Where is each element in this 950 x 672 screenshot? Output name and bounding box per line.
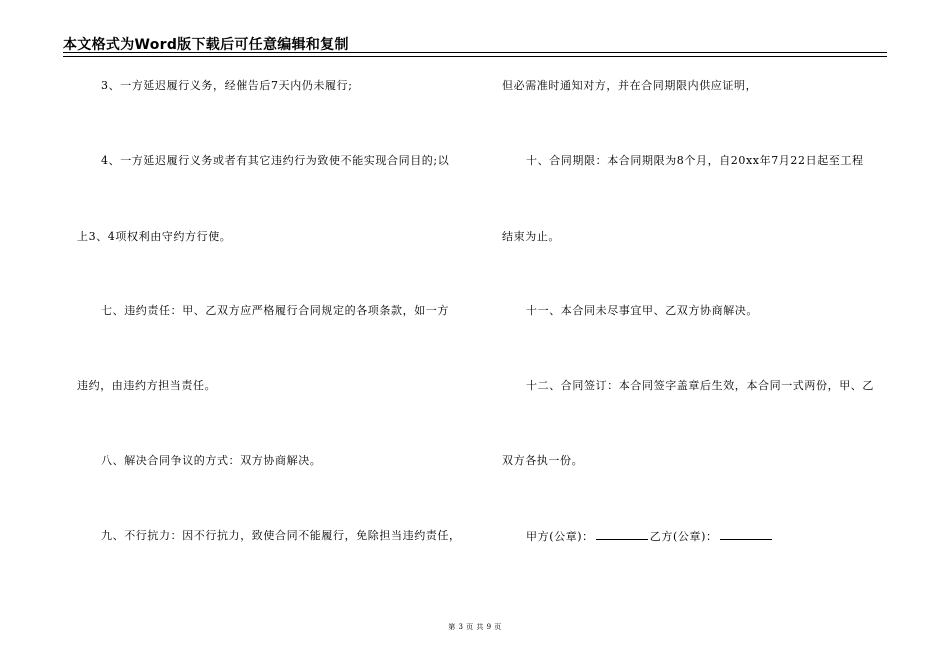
right-line-2: 十、合同期限：本合同期限为8个月，自20xx年7月22日起至工程 bbox=[526, 154, 864, 167]
page-number-footer: 第 3 页 共 9 页 bbox=[448, 623, 502, 631]
signature-line bbox=[526, 529, 774, 544]
left-line-7: 九、不行抗力：因不行抗力，致使合同不能履行，免除担当违约责任， bbox=[101, 529, 461, 542]
left-line-2: 4、一方延迟履行义务或者有其它违约行为致使不能实现合同目的;以 bbox=[101, 154, 450, 167]
right-line-5: 十二、合同签订：本合同签字盖章后生效，本合同一式两份，甲、乙 bbox=[526, 379, 874, 392]
party-b-seal-blank bbox=[720, 529, 772, 540]
right-line-1: 但必需准时通知对方，并在合同期限内供应证明， bbox=[502, 79, 758, 92]
right-line-3: 结束为止。 bbox=[502, 230, 560, 243]
party-b-seal-label: 乙方(公章)： bbox=[649, 530, 718, 543]
left-line-1: 3、一方延迟履行义务，经催告后7天内仍未履行; bbox=[101, 79, 353, 92]
left-line-3: 上3、4项权利由守约方行使。 bbox=[77, 230, 232, 243]
document-header-title: 本文格式为Word版下载后可任意编辑和复制 bbox=[63, 37, 349, 53]
party-a-seal-label: 甲方(公章)： bbox=[526, 530, 594, 543]
header-rule-thick bbox=[63, 52, 887, 53]
left-line-4: 七、违约责任：甲、乙双方应严格履行合同规定的各项条款，如一方 bbox=[101, 304, 449, 317]
left-line-6: 八、解决合同争议的方式：双方协商解决。 bbox=[101, 454, 322, 467]
right-line-6: 双方各执一份。 bbox=[502, 454, 584, 467]
header-rule-thin bbox=[63, 56, 887, 57]
party-a-seal-blank bbox=[596, 529, 648, 540]
right-line-4: 十一、本合同未尽事宜甲、乙双方协商解决。 bbox=[526, 304, 758, 317]
left-line-5: 违约，由违约方担当责任。 bbox=[77, 379, 217, 392]
